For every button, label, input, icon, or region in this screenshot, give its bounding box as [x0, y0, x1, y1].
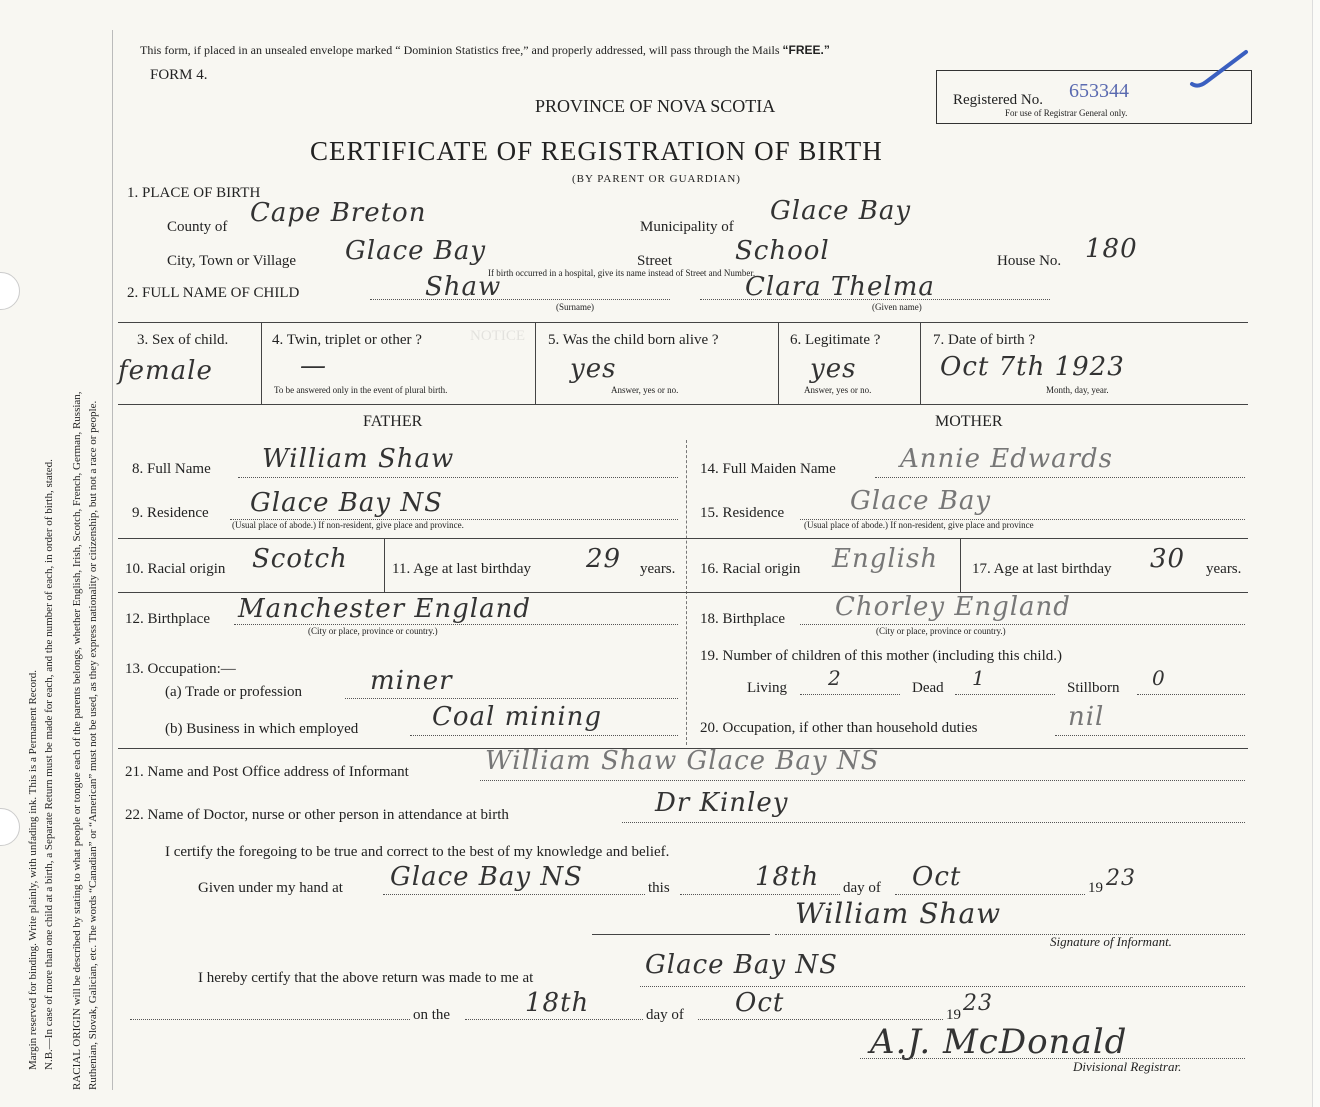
- certify-text: I certify the foregoing to be true and correct to the best of my knowledge and belief.: [165, 844, 670, 860]
- field-line: [234, 624, 678, 625]
- alive-value: yes: [570, 354, 617, 384]
- registrar-year: 23: [963, 991, 993, 1016]
- mother-age: 30: [1150, 544, 1186, 574]
- field-line: [800, 624, 1245, 625]
- col-rule: [384, 538, 385, 592]
- surname-caption: (Surname): [556, 302, 594, 312]
- field-line: [680, 894, 840, 895]
- business-value: Coal mining: [432, 702, 603, 732]
- registrar-use-note: For use of Registrar General only.: [1005, 108, 1128, 118]
- signature-line: [592, 934, 770, 935]
- father-name-label: 8. Full Name: [132, 461, 211, 477]
- sex-label: 3. Sex of child.: [137, 332, 229, 348]
- legitimate-value: yes: [810, 354, 857, 384]
- informant-signature: William Shaw: [795, 897, 1002, 930]
- col-rule: [261, 322, 262, 404]
- registrar-day: 18th: [525, 988, 590, 1018]
- page-title: CERTIFICATE OF REGISTRATION OF BIRTH: [310, 136, 883, 166]
- mother-birthplace-note: (City or place, province or country.): [876, 626, 1006, 636]
- registrar-caption: Divisional Registrar.: [1073, 1059, 1182, 1074]
- father-years: years.: [640, 561, 676, 577]
- dead-value: 1: [972, 666, 986, 690]
- child-given-name: Clara Thelma: [745, 272, 935, 302]
- page-subtitle: (BY PARENT OR GUARDIAN): [572, 173, 741, 185]
- registrar-month: Oct: [735, 988, 785, 1018]
- hospital-note: If birth occurred in a hospital, give its name instead of Street and Number.: [488, 268, 756, 278]
- doctor-label: 22. Name of Doctor, nurse or other person in attendance at birth: [125, 807, 509, 823]
- mother-birthplace-label: 18. Birthplace: [700, 611, 785, 627]
- mother-age-label: 17. Age at last birthday: [972, 561, 1112, 577]
- col-rule: [920, 322, 921, 404]
- registrar-certify-text: I hereby certify that the above return was made to me at: [198, 970, 534, 986]
- mother-residence-note: (Usual place of abode.) If non-resident, give place and province: [804, 520, 1034, 530]
- field-line: [410, 735, 678, 736]
- given-day: 18th: [755, 862, 820, 892]
- twin-label: 4. Twin, triplet or other ?: [272, 332, 422, 348]
- field-line: [480, 780, 1245, 781]
- binding-hole: [0, 808, 20, 846]
- place-of-birth-label: 1. PLACE OF BIRTH: [127, 185, 261, 201]
- signature-caption: Signature of Informant.: [1050, 934, 1172, 949]
- field-line: [345, 698, 678, 699]
- day-of-label: day of: [843, 880, 881, 896]
- mother-occupation-label: 20. Occupation, if other than household duties: [700, 720, 978, 736]
- province-title: PROVINCE OF NOVA SCOTIA: [535, 96, 776, 116]
- field-line: [875, 477, 1245, 478]
- bleed-through: NOTICE: [470, 328, 525, 344]
- alive-note: Answer, yes or no.: [611, 385, 679, 395]
- father-birthplace: Manchester England: [238, 594, 532, 624]
- alive-label: 5. Was the child born alive ?: [548, 332, 719, 348]
- stillborn-label: Stillborn: [1067, 680, 1120, 696]
- father-birthplace-note: (City or place, province or country.): [308, 626, 438, 636]
- mother-residence: Glace Bay: [850, 486, 992, 516]
- mother-racial: English: [832, 544, 939, 574]
- given-line: [700, 299, 1050, 300]
- row-rule: [118, 404, 1248, 405]
- business-label: (b) Business in which employed: [165, 721, 359, 737]
- field-line: [465, 1019, 643, 1020]
- registered-number: 653344: [1069, 80, 1129, 102]
- mother-heading: MOTHER: [935, 413, 1003, 430]
- sex-value: female: [118, 356, 213, 386]
- street-label: Street: [637, 253, 672, 269]
- margin-rule: [112, 30, 113, 1090]
- children-count-label: 19. Number of children of this mother (including this child.): [700, 648, 1063, 664]
- field-line: [622, 822, 1245, 823]
- mother-racial-label: 16. Racial origin: [700, 561, 801, 577]
- field-line: [238, 477, 678, 478]
- mother-name-label: 14. Full Maiden Name: [700, 461, 836, 477]
- municipality-value: Glace Bay: [770, 196, 912, 226]
- field-line: [698, 1019, 943, 1020]
- father-birthplace-label: 12. Birthplace: [125, 611, 210, 627]
- living-value: 2: [828, 666, 842, 690]
- margin-note-3: RACIAL ORIGIN will be described by stating to what people or tongue each of the parents belongs, whether English, Irish, Scotch, French, German, Russian,: [71, 391, 83, 1090]
- trade-label: (a) Trade or profession: [165, 684, 303, 700]
- col-rule: [778, 322, 779, 404]
- trade-value: miner: [370, 666, 453, 696]
- street-value: School: [735, 236, 830, 266]
- field-line: [895, 894, 1085, 895]
- informant-value: William Shaw Glace Bay NS: [485, 746, 880, 776]
- field-line: [1055, 735, 1245, 736]
- mother-name: Annie Edwards: [900, 444, 1114, 474]
- registrar-place: Glace Bay NS: [645, 950, 838, 980]
- row-rule: [118, 322, 1248, 323]
- dob-note: Month, day, year.: [1046, 385, 1109, 395]
- signature-line: [775, 934, 1245, 935]
- col-rule: [960, 538, 961, 592]
- row-rule: [118, 592, 1248, 593]
- given-under-label: Given under my hand at: [198, 880, 343, 896]
- field-line: [1137, 694, 1245, 695]
- dob-label: 7. Date of birth ?: [933, 332, 1036, 348]
- row-rule: [118, 538, 1248, 539]
- registered-label: Registered No.: [953, 92, 1043, 108]
- dead-label: Dead: [912, 680, 944, 696]
- city-value: Glace Bay: [345, 236, 487, 266]
- field-line: [640, 986, 1245, 987]
- field-line: [130, 1019, 410, 1020]
- registrar-year-prefix: 19: [946, 1007, 961, 1023]
- this-label: this: [648, 880, 670, 896]
- father-heading: FATHER: [363, 413, 423, 430]
- mother-birthplace: Chorley England: [835, 592, 1071, 622]
- given-place: Glace Bay NS: [390, 862, 583, 892]
- checkmark-icon: [1188, 48, 1252, 92]
- father-residence-note: (Usual place of abode.) If non-resident, give place and province.: [232, 520, 464, 530]
- father-racial-label: 10. Racial origin: [125, 561, 226, 577]
- stillborn-value: 0: [1152, 666, 1166, 690]
- form-number: FORM 4.: [150, 67, 208, 83]
- mail-note: This form, if placed in an unsealed envelope marked “ Dominion Statistics free,” and properly addressed, will pass through the Mails “FREE.”: [140, 43, 830, 57]
- father-age-label: 11. Age at last birthday: [392, 561, 531, 577]
- legitimate-label: 6. Legitimate ?: [790, 332, 881, 348]
- on-the-label: on the: [413, 1007, 451, 1023]
- occupation-label: 13. Occupation:—: [125, 661, 236, 677]
- field-line: [383, 894, 645, 895]
- field-line: [955, 694, 1055, 695]
- child-surname: Shaw: [425, 272, 502, 302]
- margin-note-2: N.B.—In case of more than one child at a birth, a Separate Return must be made for each, and the number of each, in order of birth, stated.: [43, 459, 55, 1070]
- father-age: 29: [586, 544, 622, 574]
- mother-residence-label: 15. Residence: [700, 505, 785, 521]
- mother-occupation: nil: [1068, 702, 1105, 732]
- binding-hole: [0, 272, 20, 310]
- house-label: House No.: [997, 253, 1062, 269]
- father-name: William Shaw: [262, 444, 455, 474]
- county-value: Cape Breton: [250, 198, 427, 228]
- col-rule: [535, 322, 536, 404]
- margin-note-4: Ruthenian, Slovak, Galician, etc. The words “Canadian” or “American” must not be used, as they express nationality or citizenship, but not a race or people.: [87, 400, 99, 1090]
- twin-note: To be answered only in the event of plural birth.: [274, 385, 448, 395]
- municipality-label: Municipality of: [640, 219, 734, 235]
- margin-note-1: Margin reserved for binding. Write plainly, with unfading ink. This is a Permanent Record.: [27, 670, 39, 1070]
- signature-line: [860, 1058, 1245, 1059]
- living-label: Living: [747, 680, 787, 696]
- informant-label: 21. Name and Post Office address of Informant: [125, 764, 409, 780]
- legitimate-note: Answer, yes or no.: [804, 385, 872, 395]
- father-residence-label: 9. Residence: [132, 505, 209, 521]
- house-value: 180: [1085, 234, 1138, 264]
- surname-line: [370, 299, 670, 300]
- given-caption: (Given name): [872, 302, 922, 312]
- mother-years: years.: [1206, 561, 1242, 577]
- dob-value: Oct 7th 1923: [940, 352, 1125, 382]
- given-month: Oct: [912, 862, 962, 892]
- county-label: County of: [167, 219, 228, 235]
- registrar-day-of: day of: [646, 1007, 684, 1023]
- father-residence: Glace Bay NS: [250, 488, 443, 518]
- child-name-label: 2. FULL NAME OF CHILD: [127, 285, 300, 301]
- city-label: City, Town or Village: [167, 253, 297, 269]
- twin-value: —: [300, 351, 327, 381]
- registrar-signature: A.J. McDonald: [870, 1022, 1128, 1062]
- given-year-prefix: 19: [1088, 880, 1103, 896]
- father-racial: Scotch: [252, 544, 348, 574]
- field-line: [800, 694, 900, 695]
- doctor-value: Dr Kinley: [655, 788, 789, 818]
- given-year: 23: [1106, 866, 1136, 891]
